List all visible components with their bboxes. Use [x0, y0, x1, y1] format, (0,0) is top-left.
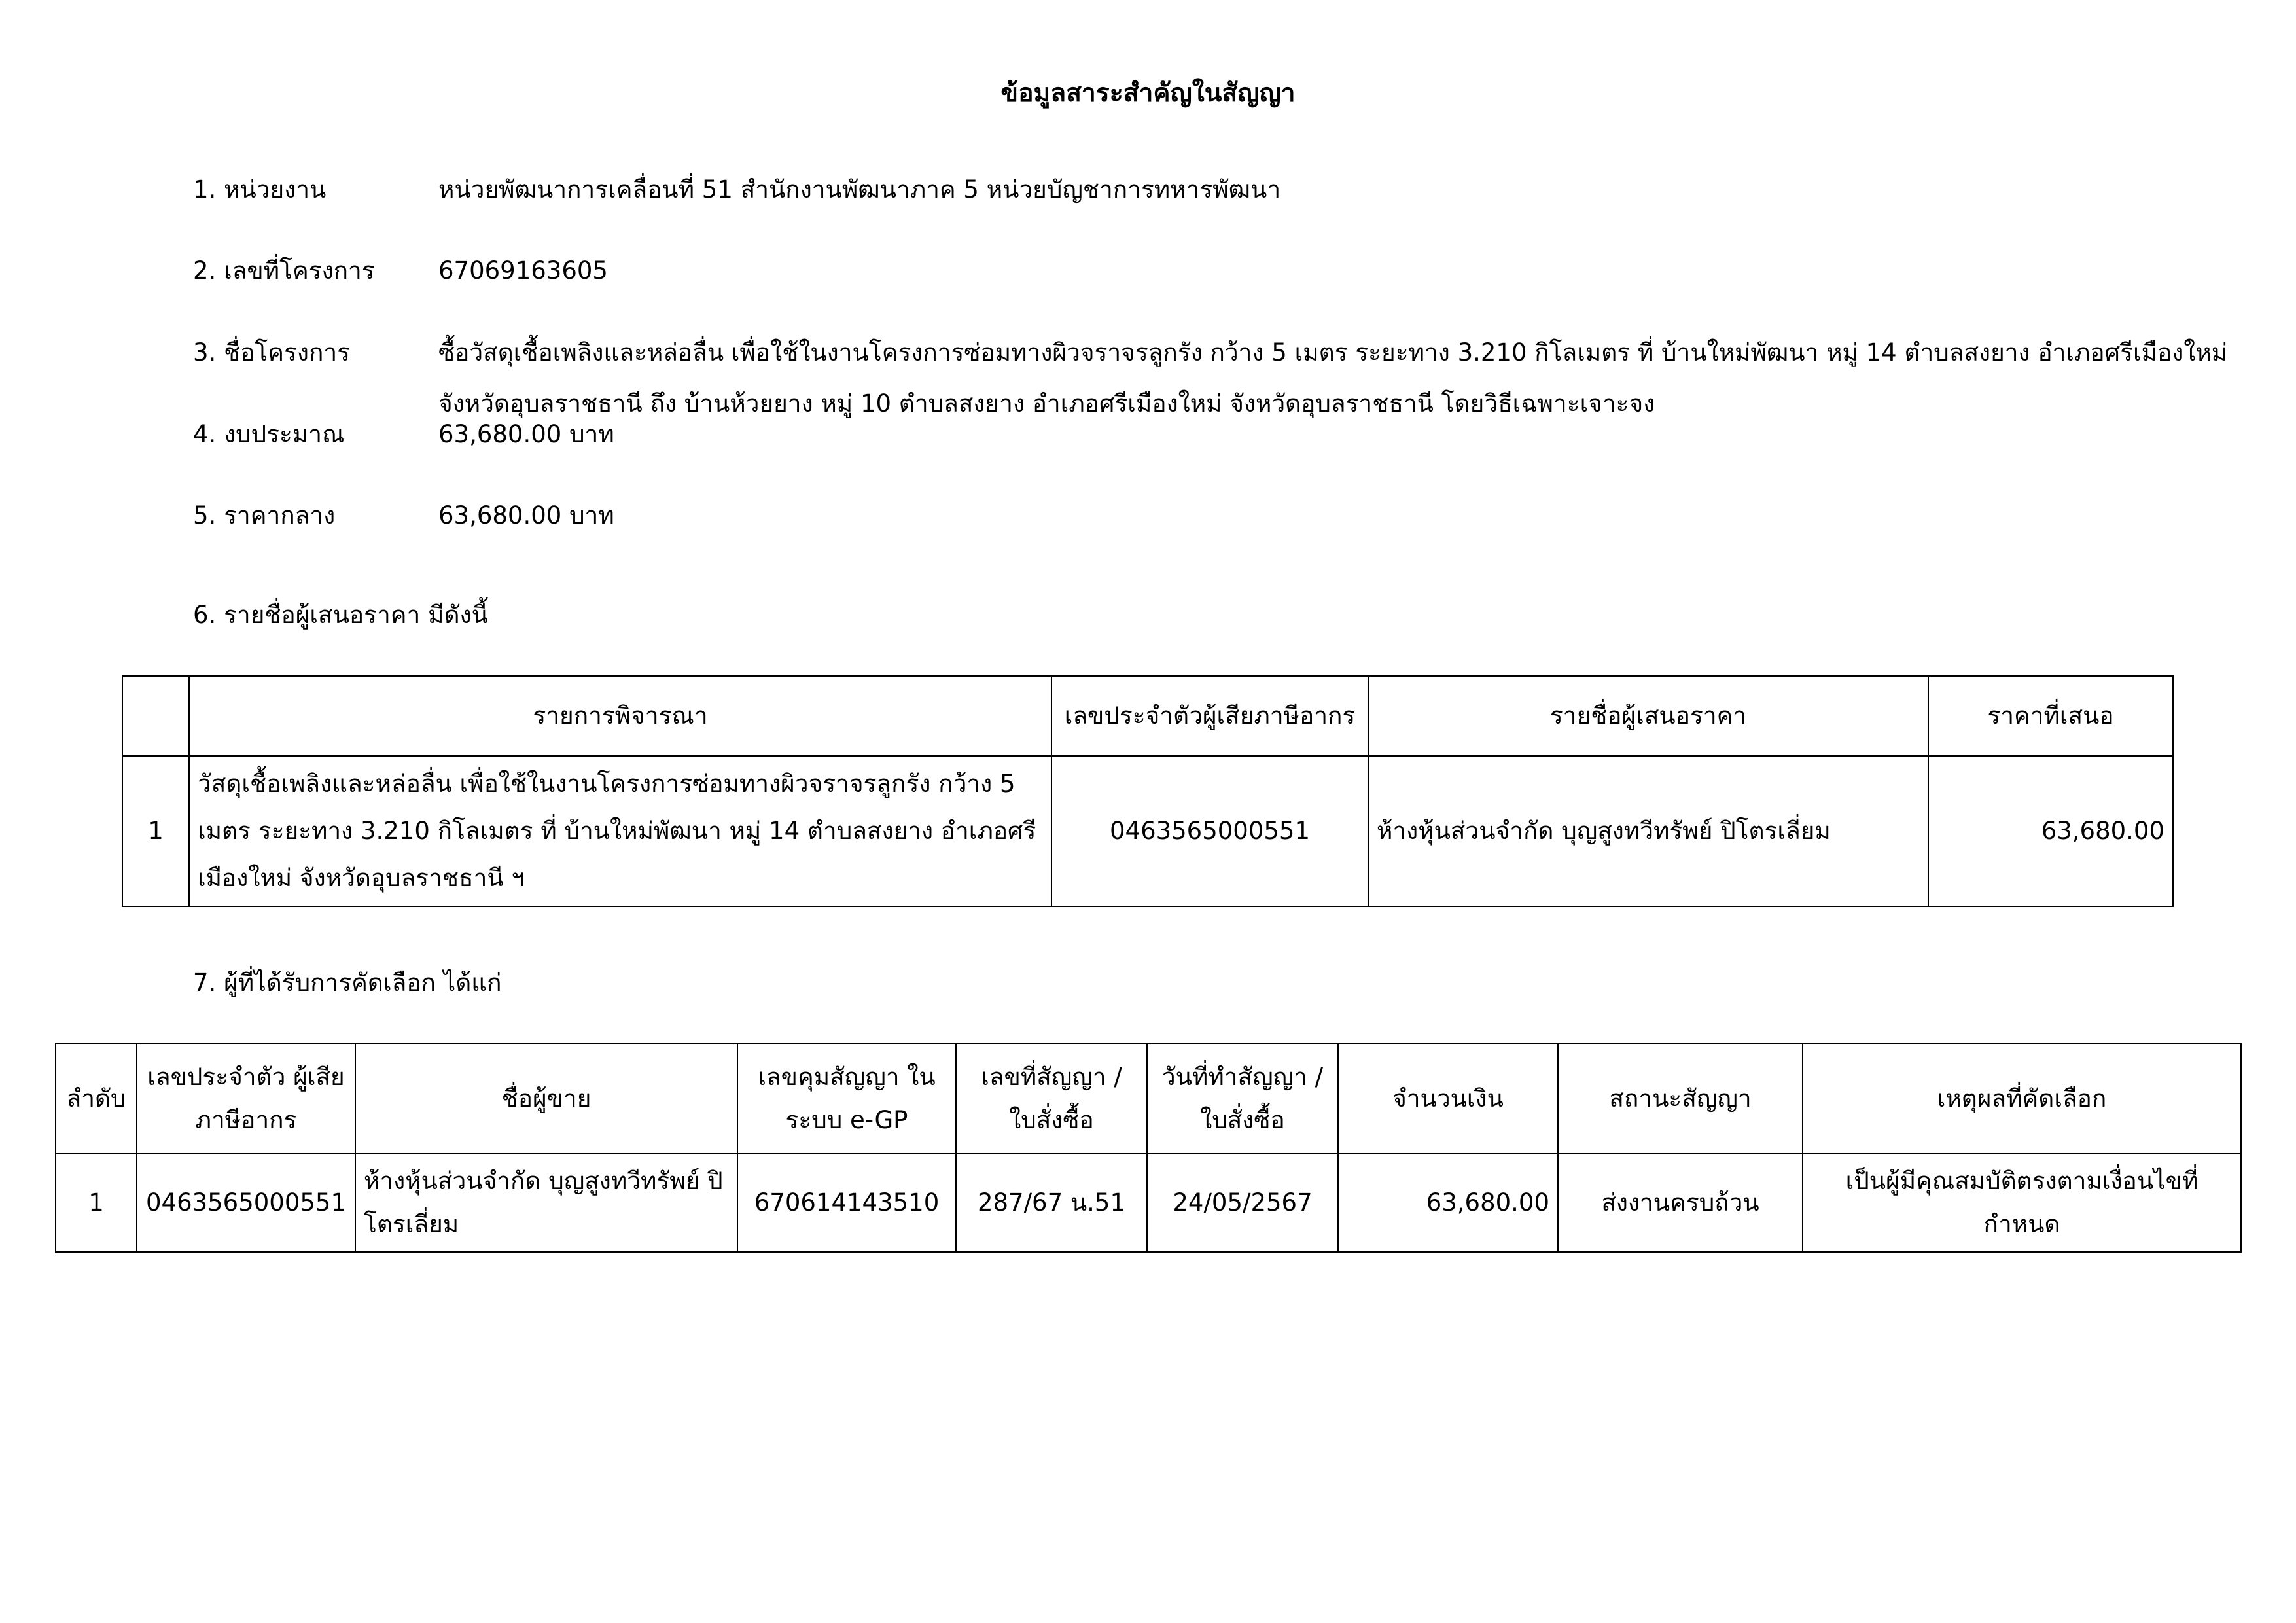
row-seller: ห้างหุ้นส่วนจำกัด บุญสูงทวีทรัพย์ ปิโตรเลี่ยม: [355, 1154, 737, 1252]
field-value-budget: 63,680.00 บาท: [438, 420, 614, 448]
header-order: ลำดับ: [56, 1044, 137, 1154]
row-order: 1: [56, 1154, 137, 1252]
field-label-median-price: 5. ราคากลาง: [193, 501, 336, 529]
header-amount: จำนวนเงิน: [1338, 1044, 1558, 1154]
header-contract-date: วันที่ทำสัญญา / ใบสั่งซื้อ: [1147, 1044, 1338, 1154]
document-title: ข้อมูลสาระสำคัญในสัญญา: [1000, 79, 1296, 108]
header-item: รายการพิจารณา: [189, 676, 1051, 756]
header-tax-id: เลขประจำตัวผู้เสียภาษีอากร: [1051, 676, 1368, 756]
header-tax-id: เลขประจำตัว ผู้เสียภาษีอากร: [137, 1044, 355, 1154]
row-egp: 670614143510: [737, 1154, 956, 1252]
row-tax-id: 0463565000551: [1051, 756, 1368, 906]
field-label-agency: 1. หน่วยงาน: [193, 175, 327, 204]
row-no: 1: [122, 756, 189, 906]
header-status: สถานะสัญญา: [1558, 1044, 1803, 1154]
field-value-project-number: 67069163605: [438, 257, 608, 285]
selected-vendor-table-header: [56, 1044, 2241, 1154]
section7-heading: 7. ผู้ที่ได้รับการคัดเลือก ได้แก่: [193, 969, 502, 997]
row-tax-id: 0463565000551: [137, 1154, 355, 1252]
row-item: วัสดุเชื้อเพลิงและหล่อลื่น เพื่อใช้ในงานโครงการซ่อมทางผิวจราจรลูกรัง กว้าง 5 เมตร ระยะทาง 3.210 กิโลเมตร ที่ บ้านใหม่พัฒนา หมู่ 14 ตำบลสงยาง อำเภอศรีเมืองใหม่ จังหวัดอุบลราชธานี ฯ: [189, 756, 1051, 906]
row-status: ส่งงานครบถ้วน: [1558, 1154, 1803, 1252]
header-price: ราคาที่เสนอ: [1928, 676, 2173, 756]
row-bidder: ห้างหุ้นส่วนจำกัด บุญสูงทวีทรัพย์ ปิโตรเลี่ยม: [1368, 756, 1928, 906]
row-contract-no: 287/67 น.51: [956, 1154, 1147, 1252]
header-reason: เหตุผลที่คัดเลือก: [1803, 1044, 2241, 1154]
selected-vendor-table: [55, 1043, 2242, 1253]
field-value-median-price: 63,680.00 บาท: [438, 501, 614, 529]
bidders-table-header: [122, 676, 2173, 756]
section6-heading: 6. รายชื่อผู้เสนอราคา มีดังนี้: [193, 601, 488, 629]
row-reason: เป็นผู้มีคุณสมบัติตรงตามเงื่อนไขที่กำหนด: [1803, 1154, 2241, 1252]
header-egp: เลขคุมสัญญา ในระบบ e-GP: [737, 1044, 956, 1154]
row-amount: 63,680.00: [1338, 1154, 1558, 1252]
row-price: 63,680.00: [1928, 756, 2173, 906]
header-seller: ชื่อผู้ขาย: [355, 1044, 737, 1154]
header-no: [122, 676, 189, 756]
field-label-budget: 4. งบประมาณ: [193, 420, 345, 448]
field-label-project-name: 3. ชื่อโครงการ: [193, 338, 351, 366]
table-row: [56, 1154, 2241, 1252]
bidders-table: [122, 675, 2174, 907]
field-label-project-number: 2. เลขที่โครงการ: [193, 257, 375, 285]
row-contract-date: 24/05/2567: [1147, 1154, 1338, 1252]
field-value-project-name: ซื้อวัสดุเชื้อเพลิงและหล่อลื่น เพื่อใช้ในงานโครงการซ่อมทางผิวจราจรลูกรัง กว้าง 5 เมตร ระยะทาง 3.210 กิโลเมตร ที่ บ้านใหม่พัฒนา หมู่ 14 ตำบลสงยาง อำเภอศรีเมืองใหม่ จังหวัดอุบลราชธานี ถึง บ้านห้วยยาง หมู่ 10 ตำบลสงยาง อำเภอศรีเมืองใหม่ จังหวัดอุบลราชธานี โดยวิธีเฉพาะเจาะจง: [438, 338, 2228, 418]
header-contract-no: เลขที่สัญญา / ใบสั่งซื้อ: [956, 1044, 1147, 1154]
header-bidder: รายชื่อผู้เสนอราคา: [1368, 676, 1928, 756]
field-value-agency: หน่วยพัฒนาการเคลื่อนที่ 51 สำนักงานพัฒนาภาค 5 หน่วยบัญชาการทหารพัฒนา: [438, 175, 1281, 204]
table-row: [122, 756, 2173, 906]
